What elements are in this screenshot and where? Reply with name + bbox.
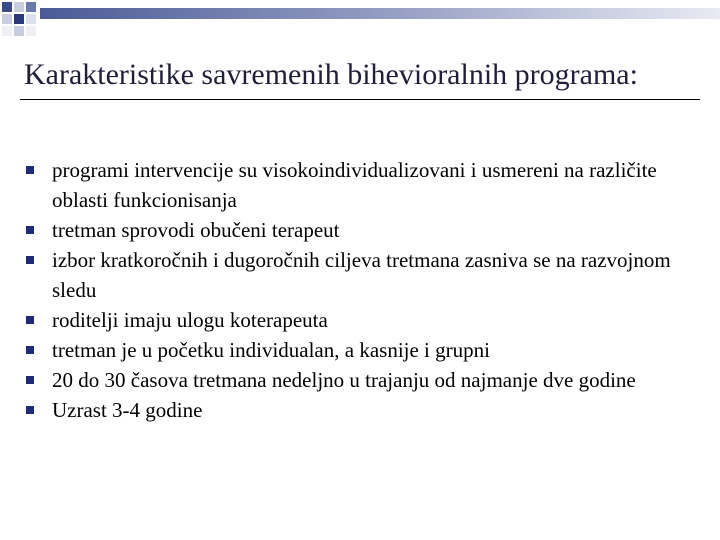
list-item [24, 305, 684, 335]
bullet-list [24, 155, 684, 425]
list-item [24, 155, 684, 215]
bullet-text: izbor kratkoročnih i dugoročnih ciljeva tretmana zasniva se na razvojnom sledu [52, 248, 671, 302]
square-bullet-icon [26, 406, 34, 414]
bullet-text: tretman je u početku individualan, a kasnije i grupni [52, 338, 490, 362]
list-item [24, 365, 684, 395]
square-bullet-icon [26, 166, 34, 174]
list-item [24, 215, 684, 245]
bullet-text: tretman sprovodi obučeni terapeut [52, 218, 340, 242]
checker-pattern-decoration [0, 0, 720, 48]
square-bullet-icon [26, 316, 34, 324]
bullet-text: Uzrast 3-4 godine [52, 398, 203, 422]
square-bullet-icon [26, 256, 34, 264]
square-bullet-icon [26, 376, 34, 384]
square-bullet-icon [26, 346, 34, 354]
square-bullet-icon [26, 226, 34, 234]
slide-title: Karakteristike savremenih bihevioralnih programa: [24, 58, 638, 91]
list-item [24, 245, 684, 305]
list-item [24, 395, 684, 425]
title-divider [20, 99, 700, 100]
bullet-text: 20 do 30 časova tretmana nedeljno u trajanju od najmanje dve godine [52, 368, 636, 392]
bullet-text: programi intervencije su visokoindividualizovani i usmereni na različite oblasti funkcionisanja [52, 158, 657, 212]
list-item [24, 335, 684, 365]
bullet-text: roditelji imaju ulogu koterapeuta [52, 308, 328, 332]
